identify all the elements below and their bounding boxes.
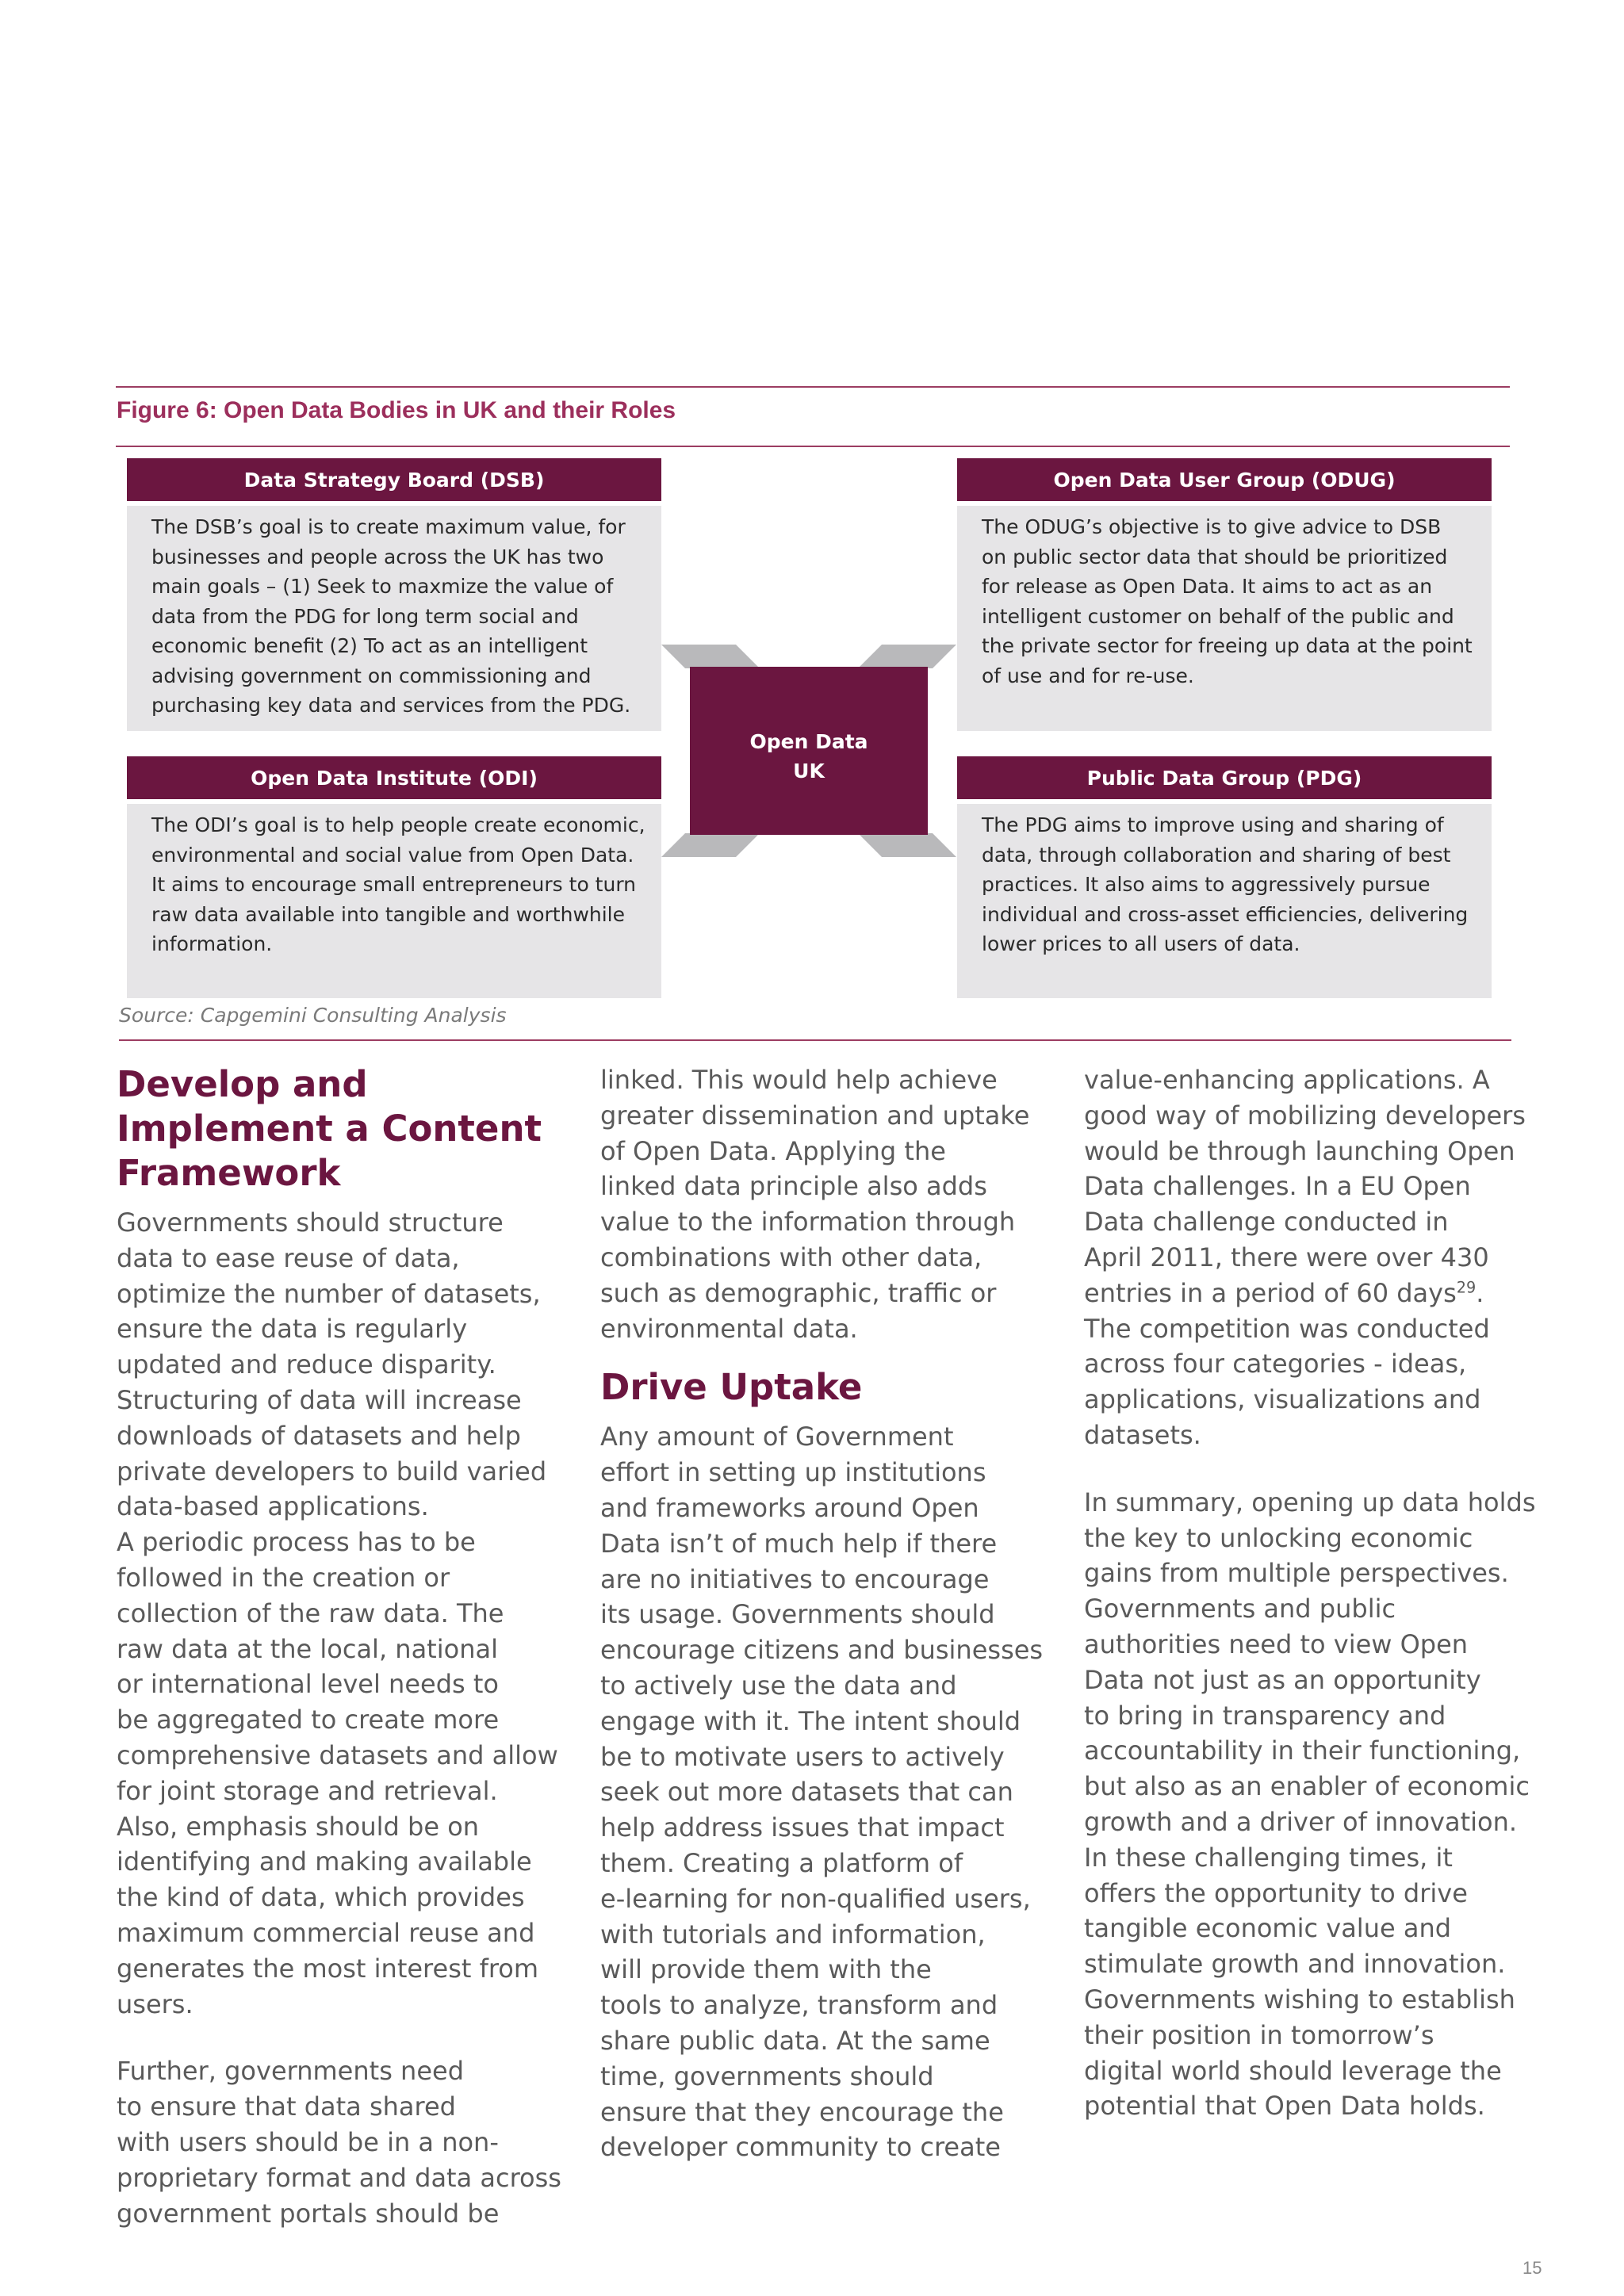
connector-top-left — [661, 645, 760, 668]
paragraph: linked. This would help achieve greater dissemination and uptake of Open Data. Applying the linked data principle also adds value to the information through combinations with other data, such as demographic, traffic or environmental data. — [600, 1065, 1030, 1344]
pdg-line: The PDG aims to improve using and sharing of — [982, 813, 1444, 836]
odi-line: information. — [151, 932, 273, 955]
odi-line: The ODI’s goal is to help people create economic, — [151, 813, 645, 836]
dsb-description — [127, 506, 661, 731]
odi-line: raw data available into tangible and worthwhile — [151, 902, 626, 926]
text-column-1 — [117, 1062, 576, 2231]
odi-title: Open Data Institute (ODI) — [127, 756, 661, 799]
paragraph: Any amount of Government effort in setting up institutions and frameworks around Open Data isn’t of much help if there are no initiatives to encourage its usage. Governments should encourage citizens and businesses to actively use the data and engage with it. The intent should be to motivate users to actively seek out more datasets that can help address issues that impact them. Creating a platform of e-learning for non-qualified users, with tutorials and information, will provide them with the tools to analyze, transform and share public data. At the same time, governments should ensure that they encourage the developer community to create — [600, 1422, 1044, 2163]
dsb-line: purchasing key data and services from the PDG. — [151, 694, 631, 717]
connector-top-right — [858, 645, 956, 668]
center-label — [690, 727, 928, 786]
paragraph-text: . The competition was conducted across four categories - ideas, applications, visualizations and datasets. — [1084, 1277, 1490, 1450]
odug-line: the private sector for freeing up data at the point — [982, 634, 1473, 657]
footnote-reference: 29 — [1456, 1278, 1477, 1297]
dsb-line: advising government on commissioning and — [151, 664, 592, 687]
figure-title: Figure 6: Open Data Bodies in UK and their Roles — [117, 397, 676, 423]
figure-title-rule — [116, 446, 1510, 447]
figure-bottom-rule — [119, 1039, 1511, 1041]
paragraph-text: value-enhancing applications. A good way of mobilizing developers would be through launching Open Data challenges. In a EU Open Data challenge conducted in April 2011, there were over 430 entries in a period of 60 days — [1084, 1065, 1526, 1308]
odug-title: Open Data User Group (ODUG) — [957, 458, 1492, 501]
connector-bottom-right — [858, 833, 956, 857]
odug-description — [957, 506, 1492, 731]
pdg-title: Public Data Group (PDG) — [957, 756, 1492, 799]
dsb-line: data from the PDG for long term social and — [151, 604, 579, 628]
pdg-description — [957, 804, 1492, 998]
dsb-box — [127, 458, 661, 731]
odug-line: The ODUG’s objective is to give advice to DSB — [982, 515, 1442, 538]
paragraph: Further, governments need to ensure that data shared with users should be in a non- proprietary format and data across government portals should be — [117, 2056, 561, 2229]
dsb-line: The DSB’s goal is to create maximum value, for — [151, 515, 626, 538]
odug-line: on public sector data that should be prioritized — [982, 545, 1448, 568]
odug-box — [957, 458, 1492, 731]
paragraph — [1084, 1062, 1560, 1453]
center-label-line2: UK — [793, 760, 825, 783]
odug-line: intelligent customer on behalf of the public and — [982, 604, 1454, 628]
figure-source: Source: Capgemini Consulting Analysis — [119, 1004, 507, 1027]
page-number: 15 — [1522, 2258, 1542, 2278]
dsb-line: main goals – (1) Seek to maxmize the value of — [151, 575, 614, 598]
pdg-line: practices. It also aims to aggressively pursue — [982, 873, 1431, 896]
odi-line: It aims to encourage small entrepreneurs to turn — [151, 873, 637, 896]
paragraph: Governments should structure data to ease reuse of data, optimize the number of datasets, ensure the data is regularly updated and reduce disparity. Structuring of data will increase downloads of datasets and help private developers to build varied data-based applications. A periodic process has to be followed in the creation or collection of the raw data. The raw data at the local, national or international level needs to be aggregated to create more comprehensive datasets and allow for joint storage and retrieval. Also, emphasis should be on identifying and making available the kind of data, which provides maximum commercial reuse and generates the most interest from users. — [117, 1207, 558, 2019]
odug-line: of use and for re-use. — [982, 664, 1194, 687]
dsb-title: Data Strategy Board (DSB) — [127, 458, 661, 501]
section-heading-content-framework: Develop and Implement a Content Framework — [117, 1063, 542, 1194]
pdg-line: individual and cross-asset efficiencies, delivering — [982, 902, 1469, 926]
dsb-line: businesses and people across the UK has two — [151, 545, 604, 568]
center-label-line1: Open Data — [749, 730, 868, 753]
pdg-box — [957, 756, 1492, 998]
odug-line: for release as Open Data. It aims to act as an — [982, 575, 1433, 598]
dsb-line: economic benefit (2) To act as an intelligent — [151, 634, 588, 657]
figure-top-rule — [116, 386, 1510, 388]
paragraph: In summary, opening up data holds the key to unlocking economic gains from multiple perspectives. Governments and public authorities need to view Open Data not just as an opportunity to bring in transparency and accountability in their functioning, but also as an enabler of economic growth and a driver of innovation. In these challenging times, it offers the opportunity to drive tangible economic value and stimulate growth and innovation. Governments wishing to establish their position in tomorrow’s digital world should leverage the potential that Open Data holds. — [1084, 1487, 1536, 2122]
odi-description — [127, 804, 661, 998]
pdg-line: lower prices to all users of data. — [982, 932, 1300, 955]
odi-box — [127, 756, 661, 998]
connector-bottom-left — [661, 833, 760, 857]
odi-line: environmental and social value from Open Data. — [151, 843, 634, 867]
text-column-2 — [600, 1062, 1060, 2165]
text-column-3 — [1084, 1062, 1560, 2124]
pdg-line: data, through collaboration and sharing of best — [982, 843, 1451, 867]
section-heading-drive-uptake: Drive Uptake — [600, 1366, 863, 1409]
